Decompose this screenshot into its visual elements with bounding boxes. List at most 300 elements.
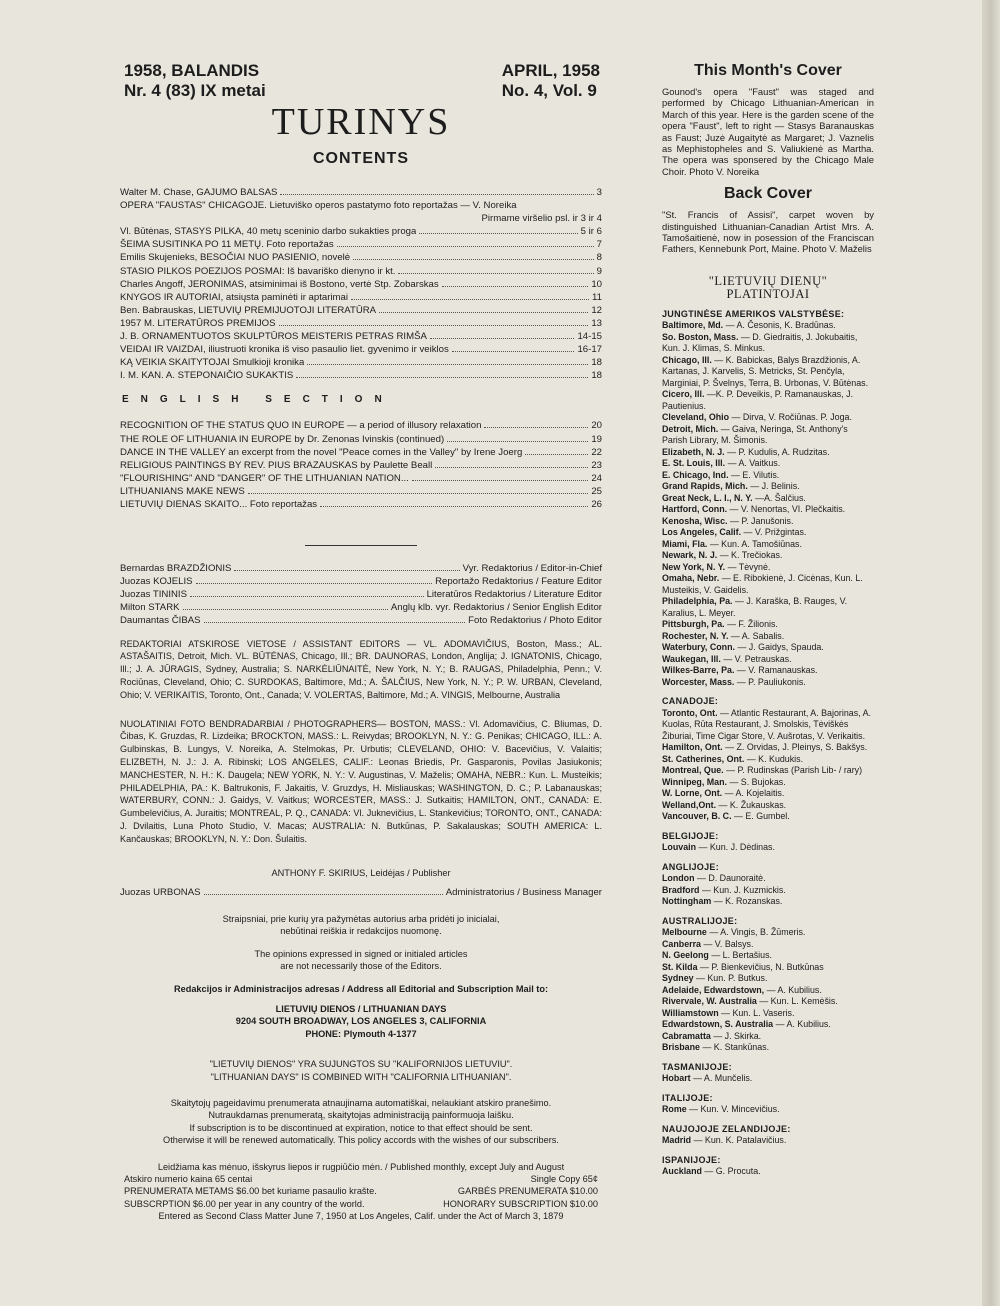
distributor-city: Omaha, Nebr. — [662, 573, 720, 584]
distributor-city: Worcester, Mass. — [662, 676, 735, 687]
distributor-entry — [662, 447, 874, 459]
distributor-city: Hartford, Conn. — [662, 504, 728, 515]
toc-entry — [120, 265, 602, 278]
toc-title: J. B. ORNAMENTUOTOS SKULPTŪROS MEISTERIS PETRAS RIMŠA — [120, 331, 427, 343]
toc-title: KĄ VEIKIA SKAITYTOJAI Smulkioji kronika — [120, 357, 305, 369]
distributor-names: — P. Bienkevičius, N. Butkūnas — [699, 961, 824, 972]
dot-leader — [447, 441, 588, 442]
business-manager — [120, 886, 602, 899]
distributors-title-line: PLATINTOJAI — [726, 286, 810, 301]
distributor-names: — A. Česonis, K. Bradūnas. — [725, 320, 836, 331]
distributor-entry — [662, 516, 874, 528]
distributor-city: Cleveland, Ohio — [662, 412, 730, 423]
toc-page: 11 — [592, 291, 602, 303]
staff-name: Daumantas ČIBAS — [120, 615, 201, 627]
country-heading: ITALIJOJE: — [662, 1092, 713, 1103]
distributor-names: — V. Prižgintas. — [743, 527, 807, 538]
toc-entry — [120, 485, 602, 498]
toc-entry — [120, 343, 602, 356]
distributor-entry — [662, 654, 874, 666]
dot-leader — [419, 233, 577, 234]
policy-line: Otherwise it will be renewed automatically. This policy accords with the wishes of our subscribers. — [163, 1135, 559, 1146]
english-table-of-contents — [120, 419, 602, 511]
distributor-city: Pittsburgh, Pa. — [662, 619, 725, 630]
country-heading: ANGLIJOJE: — [662, 861, 720, 872]
distributor-entry — [662, 677, 874, 689]
toc-entry — [120, 459, 602, 472]
distributor-city: Grand Rapids, Mich. — [662, 481, 748, 492]
staff-name: Milton STARK — [120, 602, 180, 614]
distributor-entry — [662, 800, 874, 812]
distributor-entry — [662, 708, 874, 743]
dot-leader — [430, 338, 575, 339]
distributors-list — [662, 309, 874, 1178]
distributor-names: — Kun. L. Vaseris. — [721, 1007, 795, 1018]
toc-page: 18 — [591, 357, 602, 369]
distributor-names: — K. Babickas, Balys Brazdžionis, A. Kartanas, J. Karvelis, S. Metricks, St. Penčyla, Marginiai, P. Švelnys, Terra, B. Urbonas, V. Būtėnas. — [662, 354, 869, 388]
distributor-names: — V. Nenortas, VI. Plečkaitis. — [729, 504, 846, 515]
merger-notice — [120, 1058, 602, 1083]
toc-entry — [120, 225, 602, 238]
distributor-entry — [662, 619, 874, 631]
distributor-names: — K. Stankūnas. — [702, 1042, 770, 1053]
toc-entry — [120, 317, 602, 330]
address-line: 9204 SOUTH BROADWAY, LOS ANGELES 3, CALIFORNIA — [235, 1016, 487, 1027]
table-of-contents — [120, 186, 602, 382]
toc-page: 16-17 — [577, 344, 602, 356]
pub-line: SUBSCRPTION $6.00 per year in any country of the world. — [124, 1198, 365, 1209]
distributor-names: — A. Kubilius. — [775, 1019, 831, 1030]
toc-title: I. M. KAN. A. STEPONAIČIO SUKAKTIS — [120, 370, 294, 382]
distributor-city: Adelaide, Edwardstown, — [662, 984, 765, 995]
staff-entry — [120, 562, 602, 575]
distributor-names: — P. Pauliukonis. — [736, 676, 806, 687]
note-line: The opinions expressed in signed or initialed articles — [254, 948, 468, 959]
toc-title: LITHUANIANS MAKE NEWS — [120, 485, 245, 497]
distributor-city: Rome — [662, 1104, 687, 1115]
english-section-label: ENGLISH SECTION — [122, 394, 394, 406]
distributor-entry — [662, 777, 874, 789]
dot-leader — [337, 246, 594, 247]
dot-leader — [412, 480, 588, 481]
distributor-names: — D. Daunoraitė. — [697, 873, 766, 884]
distributor-names: — P. Rudinskas (Parish Lib- / rary) — [726, 765, 863, 776]
staff-role: Anglų klb. vyr. Redaktorius / Senior English Editor — [390, 602, 602, 614]
toc-title: Pirmame viršelio psl. ir 3 ir 4 — [481, 213, 602, 225]
dot-leader — [442, 286, 589, 287]
distributor-entry — [662, 642, 874, 654]
distributor-city: Cabramatta — [662, 1030, 711, 1041]
distributor-names: — Kun. K. Patalavičius. — [693, 1135, 787, 1146]
distributor-names: — P. Kudulis, A. Rudzitas. — [727, 446, 830, 457]
distributor-entry — [662, 927, 874, 939]
distributor-names: — J. Skirka. — [713, 1030, 762, 1041]
distributor-city: Detroit, Mich. — [662, 423, 719, 434]
distributor-names: — K. Kudukis. — [746, 753, 804, 764]
toc-page: 18 — [591, 370, 602, 382]
distributor-city: Wilkes-Barre, Pa. — [662, 665, 735, 676]
merger-line: "LIETUVIŲ DIENOS" YRA SUJUNGTOS SU "KALIFORNIJOS LIETUVIU". — [209, 1059, 513, 1070]
distributor-entry — [662, 1042, 874, 1054]
toc-entry — [120, 238, 602, 251]
toc-title: Emilis Skujenieks, BESOČIAI NUO PASIENIO, novelė — [120, 252, 351, 264]
toc-title: RECOGNITION OF THE STATUS QUO IN EUROPE — a period of illusory relaxation — [120, 420, 482, 432]
distributor-names: — Gaiva, Neringa, St. Anthony's Parish Library, M. Šimonis. — [662, 423, 848, 446]
toc-title: RELIGIOUS PAINTINGS BY REV. PIUS BRAZAUSKAS by Paulette Beall — [120, 459, 433, 471]
issue-number-lt: Nr. 4 (83) IX metai — [124, 81, 266, 100]
merger-line: "LITHUANIAN DAYS" IS COMBINED WITH "CALIFORNIA LITHUANIAN". — [210, 1071, 512, 1082]
address-label: Redakcijos ir Administracijos adresas / Address all Editorial and Subscription Mail to: — [173, 983, 549, 994]
note-line: nebūtinai reiškia ir redakcijos nuomonę. — [280, 926, 442, 937]
toc-entry — [120, 186, 602, 199]
country-heading: BELGIJOJE: — [662, 830, 719, 841]
toc-title: Charles Angoff, JERONIMAS, atsiminimai iš Bostono, vertė Stp. Zobarskas — [120, 278, 439, 290]
toc-entry — [120, 472, 602, 485]
distributor-entry — [662, 754, 874, 766]
distributor-entry — [662, 470, 874, 482]
distributor-entry — [662, 332, 874, 355]
distributor-entry — [662, 950, 874, 962]
dot-leader — [351, 299, 589, 300]
country-heading: NAUJOJOJE ZELANDIJOJE: — [662, 1123, 791, 1134]
dot-leader — [379, 312, 588, 313]
distributor-names: — Kun. P. Butkus. — [696, 973, 768, 984]
distributor-names: — Kun. J. Kuzmickis. — [701, 884, 786, 895]
toc-entry — [120, 278, 602, 291]
distributor-city: Toronto, Ont. — [662, 707, 718, 718]
pub-line: GARBĖS PRENUMERATA $10.00 — [457, 1186, 598, 1197]
dot-leader — [234, 570, 459, 571]
distributor-names: — V. Petrauskas. — [723, 653, 792, 664]
distributor-names: — J. Belinis. — [750, 481, 800, 492]
distributor-city: E. St. Louis, Ill. — [662, 458, 726, 469]
country-heading: AUSTRALIJOJE: — [662, 915, 738, 926]
distributor-city: St. Catherines, Ont. — [662, 753, 745, 764]
distributor-entry — [662, 1166, 874, 1178]
distributor-names: — K. Rozanskas. — [713, 896, 783, 907]
country-heading: JUNGTINĖSE AMERIKOS VALSTYBĖSE: — [662, 308, 845, 319]
dot-leader — [196, 583, 433, 584]
distributor-entry — [662, 573, 874, 596]
toc-title: STASIO PILKOS POEZIJOS POSMAI: Iš bavariško dienyno ir kt. — [120, 265, 396, 277]
distributor-city: Welland,Ont. — [662, 799, 717, 810]
distributor-entry — [662, 424, 874, 447]
distributor-names: — D. Giedraitis, J. Jokubaitis, Kun. J. Klimas, S. Minkus. — [662, 331, 858, 354]
toc-entry — [120, 212, 602, 225]
distributor-city: Canberra — [662, 938, 701, 949]
manager-role: Administratorius / Business Manager — [445, 886, 602, 898]
toc-page: 25 — [591, 485, 602, 497]
distributor-entry — [662, 539, 874, 551]
distributor-entry — [662, 985, 874, 997]
distributor-names: — A. Sabalis. — [730, 630, 785, 641]
policy-line: Skaitytojų pageidavimu prenumerata atnaujinama automatiškai, nelaukiant atskiro pranešimo. — [170, 1098, 552, 1109]
distributor-entry — [662, 1073, 874, 1085]
toc-page: 26 — [591, 498, 602, 510]
pub-line: Atskiro numerio kaina 65 centai — [124, 1174, 253, 1185]
distributor-entry — [662, 765, 874, 777]
dot-leader — [353, 259, 594, 260]
toc-page: 9 — [596, 265, 602, 277]
toc-page: 8 — [596, 252, 602, 264]
distributor-city: W. Lorne, Ont. — [662, 788, 723, 799]
staff-entry — [120, 575, 602, 588]
toc-page: 13 — [591, 317, 602, 329]
distributor-entry — [662, 842, 874, 854]
page-subtitle: CONTENTS — [313, 150, 409, 167]
distributor-names: — Kun. J. Dėdinas. — [698, 842, 775, 853]
distributor-names: — Kun. L. Kemėšis. — [759, 996, 838, 1007]
distributor-entry — [662, 896, 874, 908]
staff-name: Bernardas BRAZDŽIONIS — [120, 563, 232, 575]
distributor-names: — Z. Orvidas, J. Pleinys, S. Bakšys. — [725, 742, 868, 753]
toc-page: 5 ir 6 — [580, 226, 602, 238]
pub-line: PRENUMERATA METAMS $6.00 bet kuriame pasaulio krašte. — [124, 1186, 377, 1197]
distributor-entry — [662, 1019, 874, 1031]
distributor-entry — [662, 320, 874, 332]
dot-leader — [525, 454, 588, 455]
distributor-entry — [662, 1104, 874, 1116]
disclaimer-en — [120, 948, 602, 973]
distributor-entry — [662, 811, 874, 823]
distributor-entry — [662, 504, 874, 516]
address-line: LIETUVIŲ DIENOS / LITHUANIAN DAYS — [275, 1004, 447, 1015]
distributor-names: — K. Žukauskas. — [718, 799, 787, 810]
assistant-editors: REDAKTORIAI ATSKIROSE VIETOSE / ASSISTANT EDITORS — VL. ADOMAVIČIUS, Boston, Mass.; AL. ASTAŠAITIS, Detroit, Mich. VL. BŪTĖNAS, Chicago, Ill.; BR. DAUNORAS, London, Anglija; J. IGNATONIS, Chicago, Ill.; J. A. JŪRAGIS, Sydney, Australia; S. NARKĖLIŪNAITĖ, New York, N. Y.; B. RAUGAS, Philadelphia, Penn.; V. Rociūnas, Cleveland, Ohio; C. SURDOKAS, Baltimore, Md.; A. ŠALČIUS, New York, N. Y.; P. W. URBAN, Cleveland, Ohio; V. VERIKAITIS, Toronto, Ont., Canada; V. VOLERTAS, Baltimore, Md.; A. VINGIS, Melbourne, Australia — [120, 638, 602, 700]
dot-leader — [190, 596, 424, 597]
toc-entry — [120, 330, 602, 343]
distributor-city: N. Geelong — [662, 950, 709, 961]
toc-entry — [120, 369, 602, 382]
toc-title: LIETUVIŲ DIENAS SKAITO... Foto reportažas — [120, 498, 318, 510]
policy-line: If subscription is to be discontinued at expiration, notice to that effect should be sent. — [189, 1122, 533, 1133]
issue-number-en: No. 4, Vol. 9 — [501, 81, 597, 100]
distributor-entry — [662, 973, 874, 985]
distributor-city: Great Neck, L. I., N. Y. — [662, 492, 753, 503]
toc-page: 22 — [591, 446, 602, 458]
toc-entry — [120, 199, 602, 212]
country-heading: TASMANIJOJE: — [662, 1061, 732, 1072]
distributor-city: St. Kilda — [662, 961, 698, 972]
distributor-city: Kenosha, Wisc. — [662, 515, 728, 526]
distributor-names: — Kun. A. Tamošiūnas. — [709, 538, 802, 549]
left-column — [120, 58, 602, 1223]
divider — [305, 545, 417, 546]
distributor-entry — [662, 527, 874, 539]
toc-page: 19 — [591, 433, 602, 445]
distributor-city: Melbourne — [662, 927, 707, 938]
distributor-city: Chicago, Ill. — [662, 354, 712, 365]
dot-leader — [248, 493, 589, 494]
toc-title: DANCE IN THE VALLEY an excerpt from the novel "Peace comes in the Valley" by Irene Joerg — [120, 446, 523, 458]
toc-title: 1957 M. LITERATŪROS PREMIJOS — [120, 317, 276, 329]
pub-line: Leidžiama kas mėnuo, išskyrus liepos ir rugpiūčio mėn. / Published monthly, except July and August — [157, 1161, 565, 1172]
staff-role: Reportažo Redaktorius / Feature Editor — [435, 576, 602, 588]
dot-leader — [307, 364, 588, 365]
toc-entry — [120, 356, 602, 369]
address-block — [120, 1003, 602, 1040]
distributor-city: New York, N. Y. — [662, 561, 726, 572]
distributor-city: Miami, Fla. — [662, 538, 708, 549]
toc-page: 7 — [596, 239, 602, 251]
distributor-entry — [662, 885, 874, 897]
country-heading: CANADOJE: — [662, 696, 719, 707]
distributor-city: Nottingham — [662, 896, 712, 907]
subscription-policy — [120, 1097, 602, 1147]
distributor-city: Newark, N. J. — [662, 550, 718, 561]
distributor-entry — [662, 996, 874, 1008]
distributor-city: Waterbury, Conn. — [662, 642, 735, 653]
distributor-city: Bradford — [662, 884, 700, 895]
distributor-city: Cicero, Ill. — [662, 389, 705, 400]
distributor-city: Louvain — [662, 842, 697, 853]
staff-name: Juozas TININIS — [120, 589, 188, 601]
distributor-city: Sydney — [662, 973, 694, 984]
right-column — [662, 58, 874, 1178]
staff-name: Juozas KOJELIS — [120, 576, 193, 588]
distributor-names: —K. P. Deveikis, P. Ramanauskas, J. Pautienius. — [662, 389, 854, 411]
distributor-city: Rivervale, W. Australia — [662, 996, 757, 1007]
manager-name: Juozas URBONAS — [120, 886, 201, 898]
issue-date-en: APRIL, 1958 — [501, 61, 600, 80]
toc-page: 12 — [591, 304, 602, 316]
distributor-city: Montreal, Que. — [662, 765, 724, 776]
distributor-city: Philadelphia, Pa. — [662, 596, 733, 607]
dot-leader — [183, 609, 388, 610]
distributor-entry — [662, 665, 874, 677]
distributor-names: — G. Procuta. — [704, 1166, 761, 1177]
note-line: Straipsniai, prie kurių yra pažymėtas autorius arba pridėti jo inicialai, — [222, 913, 500, 924]
toc-page: 14-15 — [577, 331, 602, 343]
pub-line: Entered as Second Class Matter June 7, 1950 at Los Angeles, Calif. under the Act of March 3, 1879 — [158, 1211, 564, 1222]
distributor-city: E. Chicago, Ind. — [662, 469, 729, 480]
distributor-names: — F. Žilionis. — [727, 619, 778, 630]
toc-title: ŠEIMA SUSITINKA PO 11 METŲ. Foto reportažas — [120, 239, 334, 251]
distributor-names: — S. Bujokas. — [729, 776, 786, 787]
distributor-entry — [662, 742, 874, 754]
distributor-entry — [662, 355, 874, 390]
distributors-title-line: "LIETUVIŲ DIENŲ" — [708, 273, 828, 288]
distributor-entry — [662, 412, 874, 424]
cover-text: Gounod's opera "Faust" was staged and performed by Chicago Lithuanian-American in March of this year. Here is the garden scene of the opera "Faust", left to right — Stasys Baranauskas as Faust; Juzė Augaitytė as Margaret; J. Vaznelis as Mephistopheles and S. Valiukienė as Martha. The opera was sponsered by the Chicago Male Choir. Photo V. Noreika — [662, 86, 874, 177]
distributor-entry — [662, 939, 874, 951]
dot-leader — [435, 467, 588, 468]
page-edge — [982, 0, 1000, 1306]
distributor-names: —A. Šalčius. — [755, 492, 806, 503]
distributor-city: Waukegan, Ill. — [662, 653, 721, 664]
toc-entry — [120, 498, 602, 511]
publisher: ANTHONY F. SKIRIUS, Leidėjas / Publisher — [271, 868, 451, 879]
distributor-city: Elizabeth, N. J. — [662, 446, 725, 457]
toc-title: Walter M. Chase, GAJUMO BALSAS — [120, 187, 278, 198]
distributor-city: Vancouver, B. C. — [662, 811, 732, 822]
distributor-names: — P. Janušonis. — [729, 515, 794, 526]
distributor-names: — K. Trečiokas. — [719, 550, 783, 561]
distributor-entry — [662, 1008, 874, 1020]
staff-role: Vyr. Redaktorius / Editor-in-Chief — [462, 563, 602, 575]
distributor-names: — J. Gaidys, Spauda. — [737, 642, 824, 653]
distributor-names: — E. Gumbel. — [734, 811, 790, 822]
distributor-names: — E. Vilutis. — [731, 469, 780, 480]
dot-leader — [296, 377, 588, 378]
distributor-names: — A. Vingis, B. Žūmeris. — [709, 927, 806, 938]
distributor-entry — [662, 481, 874, 493]
distributor-entry — [662, 1135, 874, 1147]
issue-date-lt: 1958, BALANDIS — [124, 61, 260, 80]
distributor-names: — V. Balsys. — [703, 938, 754, 949]
back-cover-text: "St. Francis of Assisi", carpet woven by distinguished Lithuanian-Canadian Artist Mrs. A. Tamošaitienė, now in posession of the Franciscan Fathers, Kennebunk Port, Maine. Photo V. Maželis — [662, 209, 874, 255]
dot-leader — [279, 325, 589, 326]
cover-title: This Month's Cover — [694, 62, 842, 79]
back-cover-title: Back Cover — [723, 185, 813, 203]
toc-entry — [120, 304, 602, 317]
toc-title: Ben. Babrauskas, LIETUVIŲ PREMIJUOTOJI LITERATŪRA — [120, 304, 377, 316]
distributor-entry — [662, 788, 874, 800]
toc-page: 24 — [591, 472, 602, 484]
distributor-names: — L. Bertašius. — [711, 950, 772, 961]
page-title: TURINYS — [271, 101, 451, 143]
distributor-entry — [662, 596, 874, 619]
distributor-names: — Dirva, V. Ročiūnas. P. Joga. — [731, 412, 852, 423]
distributor-entry — [662, 562, 874, 574]
distributor-entry — [662, 389, 874, 412]
distributor-names: — J. Karaška, B. Rauges, V. Karalius, L. Meyer. — [662, 596, 848, 618]
distributor-entry — [662, 962, 874, 974]
distributor-entry — [662, 550, 874, 562]
toc-title: OPERA "FAUSTAS" CHICAGOJE. Lietuviško operos pastatymo foto reportažas — V. Noreika — [120, 200, 517, 212]
distributor-entry — [662, 493, 874, 505]
pub-line: Single Copy 65¢ — [530, 1174, 598, 1185]
distributor-names: — A. Munčelis. — [693, 1073, 753, 1084]
distributor-names: — Kun. V. Mincevičius. — [689, 1104, 780, 1115]
toc-page: 10 — [591, 278, 602, 290]
staff-entry — [120, 588, 602, 601]
issue-header — [120, 58, 602, 98]
toc-page: 23 — [591, 459, 602, 471]
distributor-city: Brisbane — [662, 1042, 700, 1053]
distributors-title — [662, 275, 874, 301]
distributor-city: Baltimore, Md. — [662, 320, 724, 331]
distributor-city: Hobart — [662, 1073, 691, 1084]
policy-line: Nutraukdamas prenumeratą, skaitytojas administraciją painformuoja laišku. — [208, 1110, 514, 1121]
toc-title: THE ROLE OF LITHUANIA IN EUROPE by Dr. Zenonas Ivinskis (continued) — [120, 433, 445, 445]
distributor-city: London — [662, 873, 695, 884]
dot-leader — [484, 427, 588, 428]
distributor-city: Los Angeles, Calif. — [662, 527, 742, 538]
staff-entry — [120, 614, 602, 627]
toc-page: 20 — [591, 420, 602, 432]
staff-role: Foto Redaktorius / Photo Editor — [468, 615, 602, 627]
distributor-names: — A. Kubilius. — [766, 984, 822, 995]
dot-leader — [280, 194, 593, 195]
distributor-names: — Tėvynė. — [727, 561, 771, 572]
address-line: PHONE: Plymouth 4-1377 — [305, 1028, 417, 1039]
note-line: are not necessarily those of the Editors. — [280, 961, 442, 972]
distributor-entry — [662, 1031, 874, 1043]
distributor-entry — [662, 631, 874, 643]
toc-title: KNYGOS IR AUTORIAI, atsiųsta paminėti ir aptarimai — [120, 291, 349, 303]
toc-entry — [120, 251, 602, 264]
toc-entry — [120, 419, 602, 432]
distributor-city: Winnipeg, Man. — [662, 776, 727, 787]
photographers: NUOLATINIAI FOTO BENDRADARBIAI / PHOTOGRAPHERS— BOSTON, MASS.: Vl. Adomavičius, C. Bliumas, D. Čibas, K. Gruzdas, R. Lizdeika; BROCKTON, MASS.: L. Reivydas; BROOKLYN, N. Y.: G. Penikas; CHICAGO, ILL.: A. Gulbinskas, B. Lungys, V. Noreika, A. Stelmokas, Pr. Urbutis; CLEVELAND, OHIO: V. Bacevičius, V. Valaitis; ELIZBETH, N. J.: J. A. Ribinski; LOS ANGELES, CALIF.: Leonas Briedis, Pr. Gasparonis, Povilas Jasiukonis; MANCHESTER, N. H.: K. Daugela; NEW YORK, N. Y.: V. Augustinas, V. Maželis; OMAHA, NEBR.: Kun. L. Musteikis; PHILADELPHIA, PA.: K. Baltrukonis, F. Jakaitis, V. Gruzdys, H. Misliauskas; WASHINGTON, D. C.; P. Labanauskas; WATERBURY, CONN.: J. Gaidys, V. Vaitkus; WORCESTER, MASS.: J. Sutkaitis; HAMILTON, ONT., CANADA: E. Gumbelevičius, A. Juraitis; MONTREAL, P. Q., CANADA: Vl. Juknevičius, L. Stankevičius; TORONTO, ONT., CANADA: J. Dvilaitis, Luna Photo Studio, V. Macas; AUSTRALIA: N. Butkūnas, P. Sakalauskas; SOUTH AMERICA: L. Kančauskas; BROOKLYN, N. Y.: Don. Šulaitis. — [120, 718, 602, 844]
pub-line: HONORARY SUBSCRIPTION $10.00 — [443, 1198, 598, 1209]
dot-leader — [452, 351, 575, 352]
distributor-names: — E. Ribokienė, J. Cicėnas, Kun. L. Musteikis, V. Gaidelis. — [662, 573, 863, 595]
staff-entry — [120, 601, 602, 614]
distributor-city: Hamilton, Ont. — [662, 742, 723, 753]
dot-leader — [398, 273, 593, 274]
